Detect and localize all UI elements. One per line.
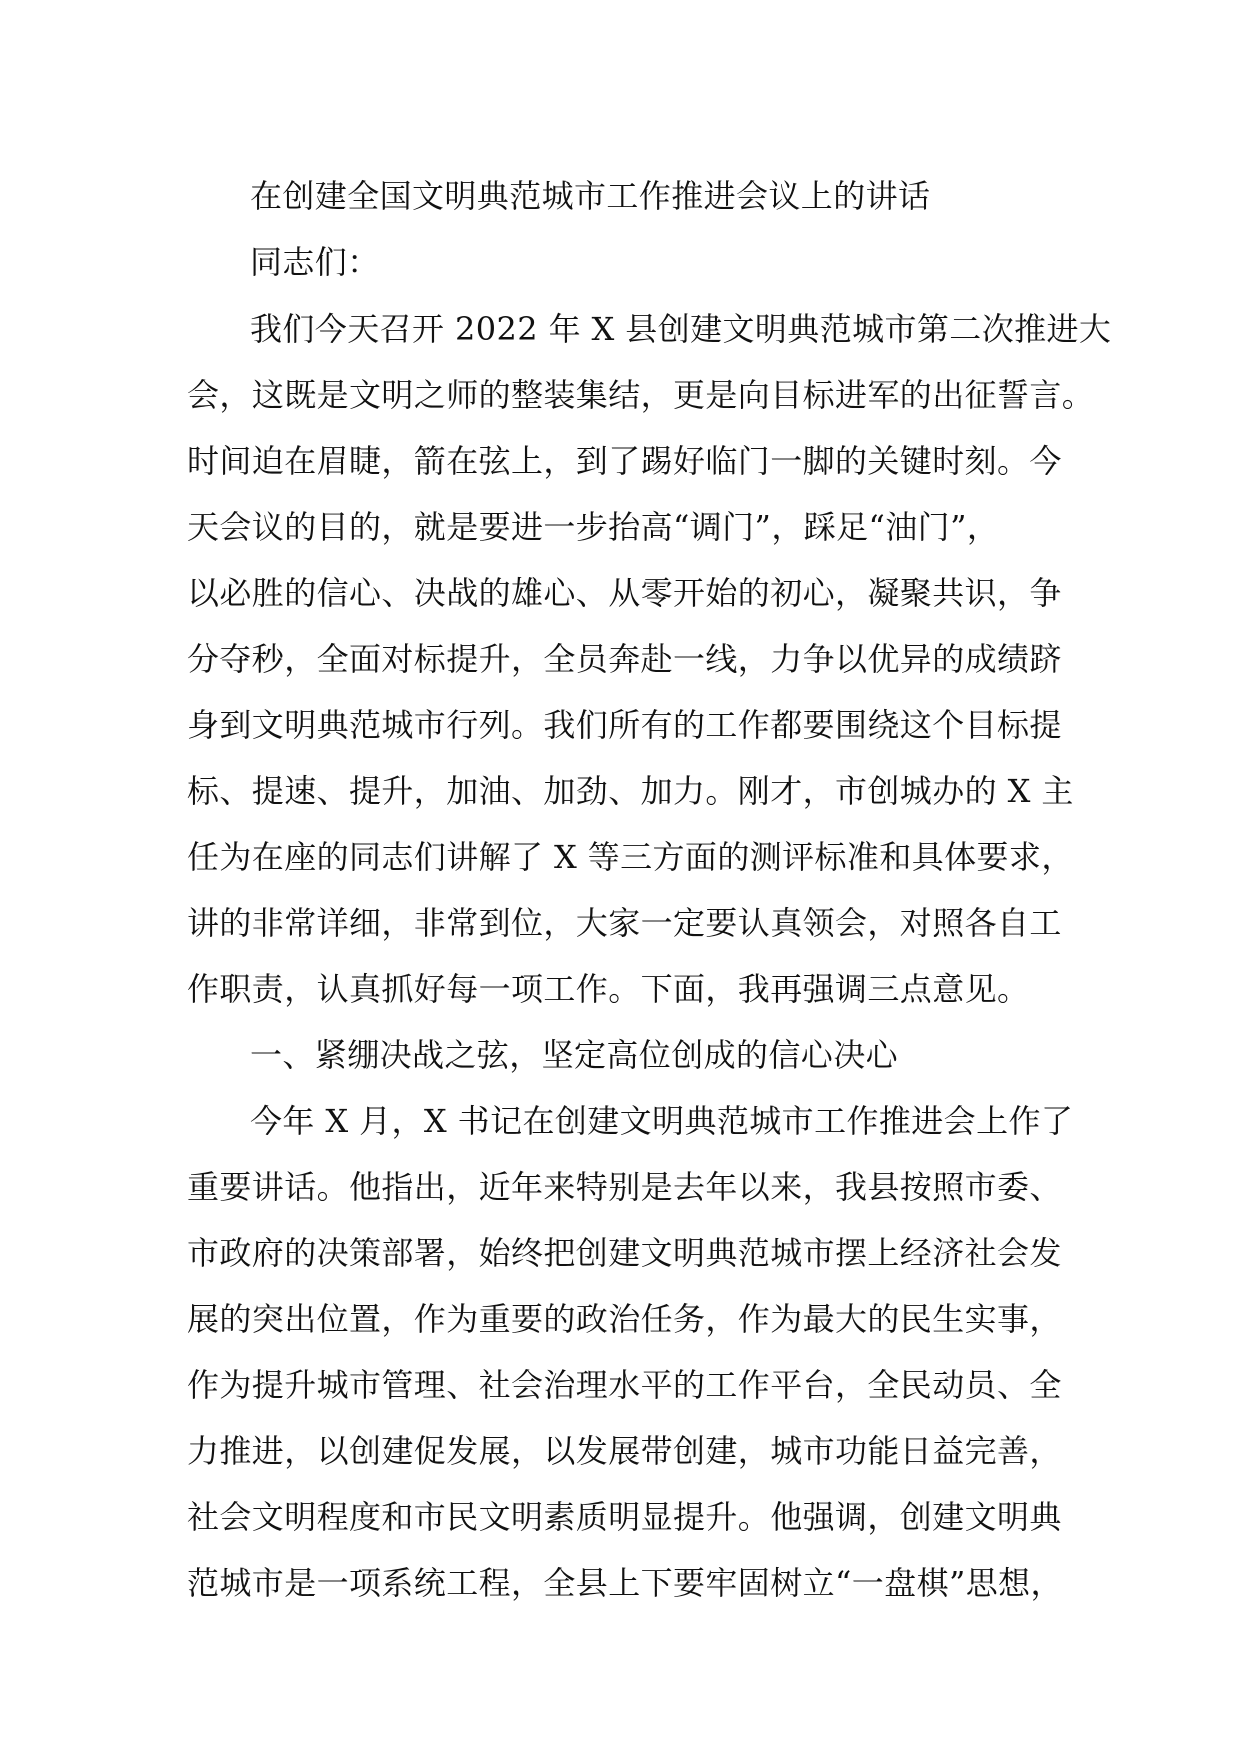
body-line: 展的突出位置，作为重要的政治任务，作为最大的民生实事， [187, 1300, 1062, 1338]
body-line: 市政府的决策部署，始终把创建文明典范城市摆上经济社会发 [187, 1234, 1062, 1272]
document-title: 在创建全国文明典范城市工作推进会议上的讲话 [250, 177, 931, 215]
body-line: 社会文明程度和市民文明素质明显提升。他强调，创建文明典 [187, 1498, 1062, 1536]
section-heading: 一、紧绷决战之弦，坚定高位创成的信心决心 [250, 1036, 899, 1074]
body-line: 力推进，以创建促发展，以发展带创建，城市功能日益完善， [187, 1432, 1062, 1470]
body-line: 我们今天召开 2022 年 X 县创建文明典范城市第二次推进大 [250, 310, 1112, 348]
body-line: 今年 X 月，X 书记在创建文明典范城市工作推进会上作了 [250, 1102, 1074, 1140]
body-line: 分夺秒，全面对标提升，全员奔赴一线，力争以优异的成绩跻 [187, 640, 1062, 678]
body-line: 会，这既是文明之师的整装集结，更是向目标进军的出征誓言。 [187, 376, 1095, 414]
body-line: 任为在座的同志们讲解了 X 等三方面的测评标准和具体要求， [187, 838, 1074, 876]
body-line: 范城市是一项系统工程，全县上下要牢固树立“一盘棋”思想， [187, 1564, 1063, 1602]
body-line: 讲的非常详细，非常到位，大家一定要认真领会，对照各自工 [187, 904, 1062, 942]
body-line: 标、提速、提升，加油、加劲、加力。刚才，市创城办的 X 主 [187, 772, 1074, 810]
body-line: 作为提升城市管理、社会治理水平的工作平台，全民动员、全 [187, 1366, 1062, 1404]
body-line: 作职责，认真抓好每一项工作。下面，我再强调三点意见。 [187, 970, 1030, 1008]
body-line: 重要讲话。他指出，近年来特别是去年以来，我县按照市委、 [187, 1168, 1062, 1206]
body-line: 天会议的目的，就是要进一步抬高“调门”，踩足“油门”， [187, 508, 1000, 546]
body-line: 时间迫在眉睫，箭在弦上，到了踢好临门一脚的关键时刻。今 [187, 442, 1062, 480]
body-line: 身到文明典范城市行列。我们所有的工作都要围绕这个目标提 [187, 706, 1062, 744]
body-line: 以必胜的信心、决战的雄心、从零开始的初心，凝聚共识，争 [187, 574, 1062, 612]
salutation: 同志们： [250, 243, 380, 281]
